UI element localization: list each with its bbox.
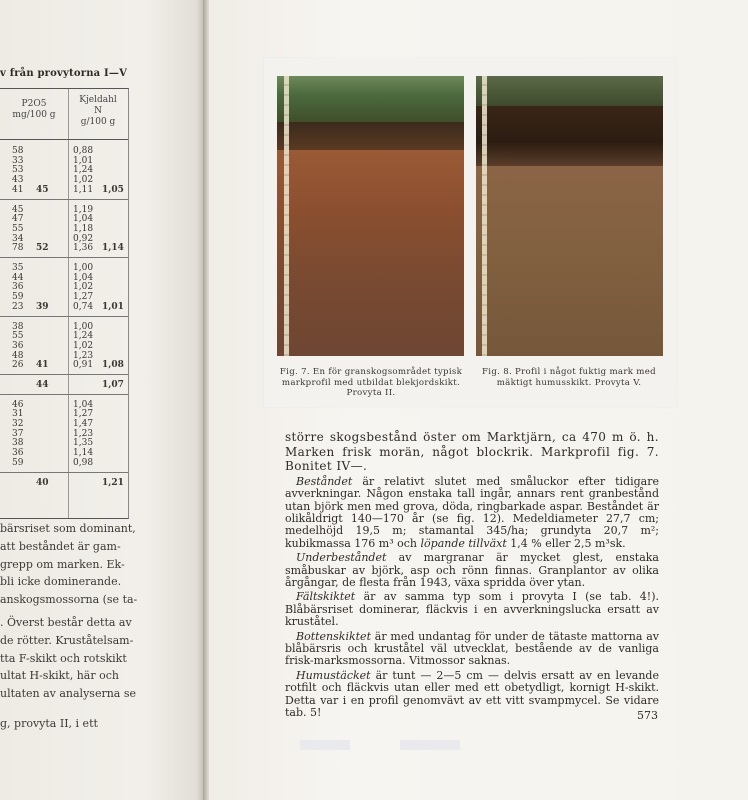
p2o5-value: 26 bbox=[12, 360, 24, 371]
table-row bbox=[0, 186, 128, 196]
p2o5-value: 53 bbox=[12, 165, 24, 176]
nitrogen-mean: 1,07 bbox=[102, 380, 124, 390]
nitrogen-value: 0,88 bbox=[73, 146, 94, 156]
p2o5-value: 35 bbox=[12, 263, 24, 273]
print-smudge bbox=[300, 740, 350, 750]
paragraph-text: är med undantag för under de tätaste mattorna av blåbärsris och kruståtel väl utvecklat, bestående av de vanliga frisk-marksmossorna. Vitmossor saknas. bbox=[285, 629, 659, 668]
nitrogen-value: 1,11 bbox=[73, 184, 94, 195]
paragraph-understory bbox=[285, 552, 659, 589]
nitrogen-value: 1,27 bbox=[73, 292, 94, 303]
p2o5-value: 59 bbox=[12, 457, 24, 468]
kjeldahl-unit: g/100 g bbox=[80, 117, 116, 127]
nitrogen-mean: 1,08 bbox=[102, 360, 124, 371]
p2o5-mean: 40 bbox=[36, 477, 49, 488]
nitrogen-value: 1,47 bbox=[73, 419, 94, 430]
p2o5-value: 36 bbox=[12, 282, 24, 293]
p2o5-value: 31 bbox=[12, 409, 24, 420]
nitrogen-value: 1,35 bbox=[73, 438, 94, 449]
p2o5-value: 36 bbox=[12, 340, 24, 351]
p2o5-value: 78 bbox=[12, 243, 24, 254]
table-group bbox=[0, 381, 128, 391]
paragraph-stand bbox=[285, 476, 659, 550]
group-rule bbox=[0, 199, 128, 200]
p2o5-label: P2O5 bbox=[21, 99, 47, 109]
p2o5-value: 41 bbox=[12, 184, 24, 195]
left-page bbox=[0, 0, 205, 800]
fig7-caption: Fig. 7. En för granskogsområdet typisk markprofil med utbildat blekjordskikt. Provyta II. bbox=[279, 367, 463, 398]
p2o5-value: 45 bbox=[12, 204, 24, 215]
p2o5-mean: 41 bbox=[36, 360, 49, 371]
paragraph-text: 1,4 % eller 2,5 m³sk. bbox=[506, 536, 626, 550]
table-group bbox=[0, 206, 128, 254]
nitrogen-value: 0,74 bbox=[73, 301, 94, 312]
group-rule bbox=[0, 472, 128, 473]
p2o5-value: 59 bbox=[12, 292, 24, 303]
measuring-rod bbox=[284, 76, 289, 356]
nitrogen-value: 0,98 bbox=[73, 457, 94, 468]
mineral-soil-layer bbox=[476, 166, 663, 356]
text-line: bli icke dominerande. bbox=[0, 575, 122, 589]
term-bottenskiktet: Bottenskiktet bbox=[296, 629, 371, 643]
nitrogen-value: 0,92 bbox=[73, 233, 94, 244]
nitrogen-value: 1,00 bbox=[73, 263, 94, 273]
group-rule bbox=[0, 394, 128, 395]
page-number: 573 bbox=[637, 709, 658, 722]
kjeldahl-sub: N bbox=[94, 106, 102, 116]
nitrogen-value: 1,18 bbox=[73, 223, 94, 234]
left-page-text bbox=[0, 520, 205, 733]
text-line: att beståndet är gam- bbox=[0, 539, 121, 553]
group-rule bbox=[0, 316, 128, 317]
p2o5-value: 48 bbox=[12, 350, 24, 361]
nitrogen-mean: 1,21 bbox=[102, 477, 124, 488]
nitrogen-value: 1,36 bbox=[73, 243, 94, 254]
paragraph-field-layer bbox=[285, 591, 659, 628]
nitrogen-mean: 1,05 bbox=[102, 184, 124, 195]
table-row bbox=[0, 459, 128, 469]
nitrogen-value: 1,24 bbox=[73, 165, 94, 176]
figure-plate bbox=[264, 58, 677, 407]
p2o5-mean: 45 bbox=[36, 184, 49, 195]
nitrogen-value: 0,91 bbox=[73, 360, 94, 371]
p2o5-value: 36 bbox=[12, 448, 24, 459]
nitrogen-value: 1,04 bbox=[73, 399, 94, 410]
header-rule bbox=[0, 139, 128, 140]
nitrogen-mean: 1,14 bbox=[102, 243, 124, 254]
p2o5-value: 38 bbox=[12, 438, 24, 449]
nitrogen-value: 1,24 bbox=[73, 331, 94, 342]
humus-layer bbox=[476, 106, 663, 166]
text-line: de rötter. Kruståtelsam- bbox=[0, 633, 134, 647]
p2o5-value: 44 bbox=[12, 272, 24, 283]
p2o5-value: 46 bbox=[12, 399, 24, 410]
nitrogen-value: 1,14 bbox=[73, 448, 94, 459]
nitrogen-value: 1,04 bbox=[73, 214, 94, 225]
nitrogen-value: 1,19 bbox=[73, 204, 94, 215]
term-faltskiktet: Fältskiktet bbox=[296, 590, 356, 604]
table-group bbox=[0, 479, 128, 489]
paragraph-bottom-layer bbox=[285, 631, 659, 668]
term-underbestandet: Underbeståndet bbox=[296, 551, 387, 565]
p2o5-value: 47 bbox=[12, 214, 24, 225]
soil-profile-photo-fig7 bbox=[277, 76, 464, 356]
kjeldahl-header bbox=[68, 95, 128, 128]
text-line: bärsriset som dominant, bbox=[0, 522, 136, 535]
p2o5-value: 55 bbox=[12, 223, 24, 234]
group-rule bbox=[0, 257, 128, 258]
p2o5-unit: mg/100 g bbox=[12, 110, 56, 120]
paragraph-text: är relativt slutet med småluckor efter tidigare avverkningar. Någon enstaka tall ingår, annars rent granbestånd utan björk men med grova, döda, ringbarkade aspar. Beståndet är olikåldrigt 140—170 år (se fig. 12). Medeldiameter 27,7 cm; medelhöjd 19,5 m; stamantal 345/ha; grundyta 20,7 m²; kubikmassa 176 m³ och bbox=[285, 474, 659, 550]
table-group bbox=[0, 401, 128, 469]
p2o5-value: 55 bbox=[12, 331, 24, 342]
text-line: ultaten av analyserna se bbox=[0, 687, 137, 701]
nitrogen-value: 1,27 bbox=[73, 409, 94, 420]
paragraph-text: av margranar är mycket glest, enstaka småbuskar av björk, asp och rönn finnas. Granplantor av olika årgångar, de flesta från 1943, växa spridda över ytan. bbox=[285, 551, 659, 590]
table-title: v från provytorna I—V bbox=[0, 68, 128, 79]
p2o5-value: 37 bbox=[12, 428, 24, 439]
nitrogen-value: 1,23 bbox=[73, 350, 94, 361]
fig8-caption: Fig. 8. Profil i något fuktig mark med mäktigt humusskikt. Provyta V. bbox=[482, 367, 656, 388]
p2o5-value: 43 bbox=[12, 175, 24, 186]
text-line: anskogsmossorna (se ta- bbox=[0, 593, 138, 607]
text-line: tta F-skikt och rotskikt bbox=[0, 651, 127, 665]
measuring-rod bbox=[482, 76, 487, 356]
kjeldahl-label: Kjeldahl bbox=[79, 95, 117, 105]
soil-profile-photo-fig8 bbox=[476, 76, 663, 356]
nitrogen-value: 1,00 bbox=[73, 321, 94, 332]
group-rule bbox=[0, 374, 128, 375]
p2o5-value: 23 bbox=[12, 301, 24, 312]
table-row bbox=[0, 244, 128, 254]
table-row bbox=[0, 381, 128, 391]
term-lopande-tillvaxt: löpande tillväxt bbox=[420, 536, 507, 550]
p2o5-mean: 39 bbox=[36, 301, 49, 312]
mineral-soil-layer bbox=[277, 150, 464, 356]
p2o5-value: 34 bbox=[12, 233, 24, 244]
nitrogen-value: 1,04 bbox=[73, 272, 94, 283]
term-bestandet: Beståndet bbox=[296, 474, 353, 488]
vegetation-layer bbox=[476, 76, 663, 106]
nitrogen-value: 1,23 bbox=[73, 428, 94, 439]
p2o5-value: 33 bbox=[12, 155, 24, 166]
table-group bbox=[0, 264, 128, 312]
p2o5-value: 38 bbox=[12, 321, 24, 332]
text-line: g, provyta II, i ett bbox=[0, 716, 98, 730]
nitrogen-mean: 1,01 bbox=[102, 301, 124, 312]
text-line: ultat H-skikt, här och bbox=[0, 669, 119, 683]
text-line: grepp om marken. Ek- bbox=[0, 557, 125, 571]
table-group bbox=[0, 323, 128, 371]
nitrogen-value: 1,01 bbox=[73, 155, 94, 166]
nitrogen-value: 1,02 bbox=[73, 340, 94, 351]
print-smudge bbox=[400, 740, 460, 750]
p2o5-mean: 44 bbox=[36, 380, 49, 390]
paragraph-text: är tunt — 2—5 cm — delvis ersatt av en levande rotfilt och fläckvis utan eller med ett obetydligt, kornigt H-skikt. Detta var i en profil genomvävt av ett vitt svampmycel. Se vidare tab. 5! bbox=[285, 668, 659, 720]
p2o5-mean: 52 bbox=[36, 243, 49, 254]
p2o5-value: 58 bbox=[12, 146, 24, 156]
vegetation-layer bbox=[277, 76, 464, 122]
nitrogen-value: 1,02 bbox=[73, 175, 94, 186]
paragraph-humus bbox=[285, 670, 659, 720]
p2o5-value: 32 bbox=[12, 419, 24, 430]
p2o5-header bbox=[0, 99, 68, 121]
analysis-table bbox=[0, 88, 129, 519]
paragraph-site: större skogsbestånd öster om Marktjärn, ca 470 m ö. h. Marken frisk morän, något blockrik. Markprofil fig. 7. Bonitet IV—. bbox=[285, 430, 659, 474]
table-group bbox=[0, 147, 128, 195]
nitrogen-value: 1,02 bbox=[73, 282, 94, 293]
paragraph-text: är av samma typ som i provyta I (se tab. 4!). Blåbärsriset dominerar, fläckvis i en avverkningslucka ersatt av kruståtel. bbox=[285, 590, 659, 629]
table-row bbox=[0, 479, 128, 489]
humus-layer bbox=[277, 122, 464, 150]
text-line: . Överst består detta av bbox=[0, 615, 132, 629]
table-row bbox=[0, 361, 128, 371]
table-row bbox=[0, 303, 128, 313]
body-text bbox=[285, 430, 659, 722]
term-humustacket: Humustäcket bbox=[296, 668, 371, 682]
